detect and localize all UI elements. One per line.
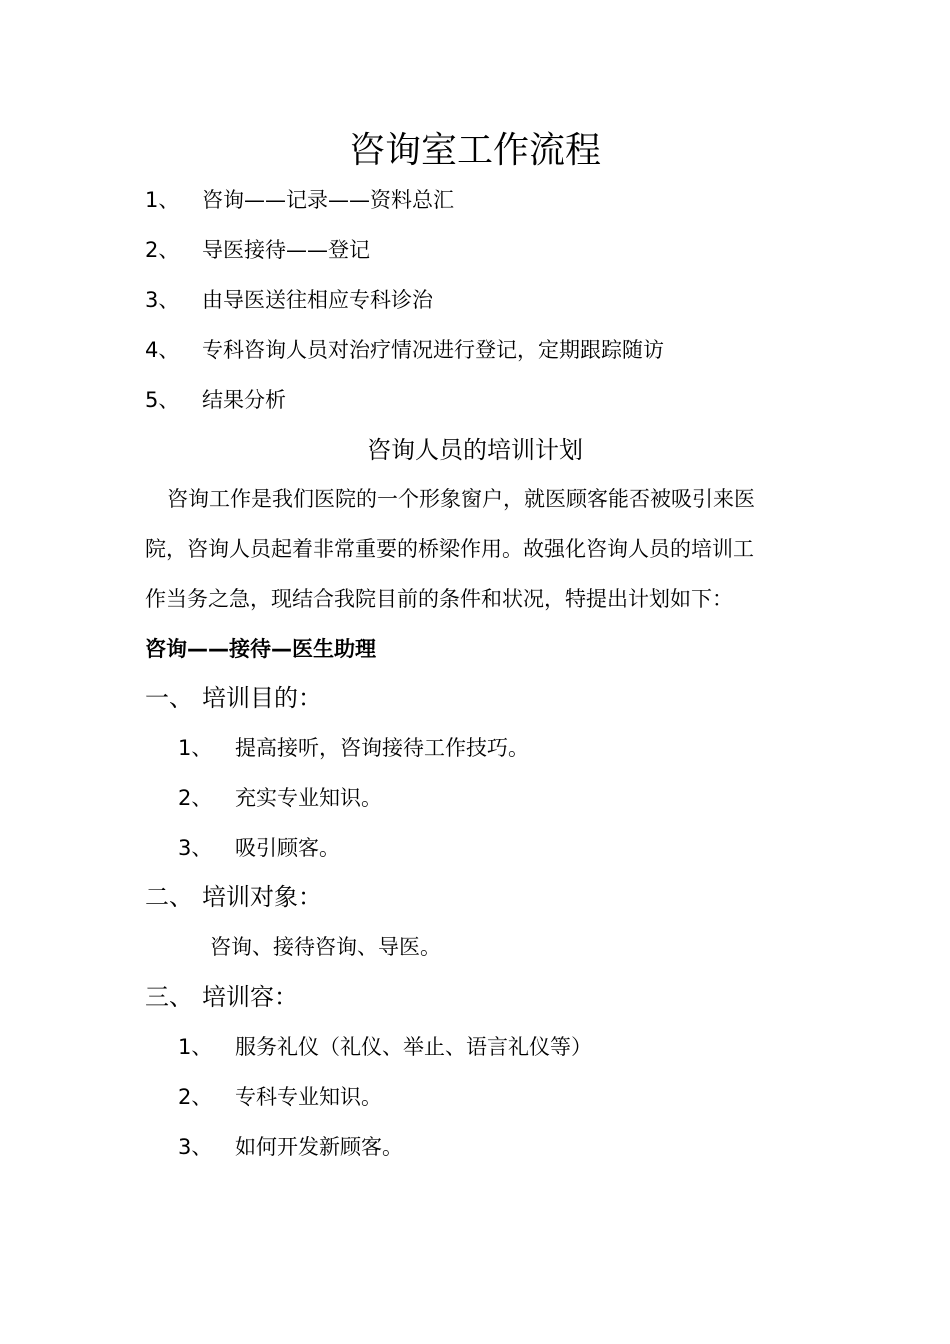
section-heading-goals [145,681,545,715]
page-title: 咨询室工作流程 [348,130,601,171]
flow-item-number: 4、 [145,338,180,362]
content-item-number: 1、 [178,1035,213,1059]
section-number: 一、 [145,684,193,712]
content-item [178,1032,818,1062]
goal-item-number: 1、 [178,736,213,760]
intro-line: 咨询工作是我们医院的一个形象窗户，就医顾客能否被吸引来医 [167,487,755,511]
section-heading-content [145,980,545,1014]
content-item [178,1082,818,1112]
audience-text: 咨询、接待咨询、导医。 [210,935,441,959]
flow-item-text: 由导医送往相应专科诊治 [202,288,433,312]
content-item-number: 3、 [178,1135,213,1159]
content-item [178,1132,818,1162]
content-item-number: 2、 [178,1085,213,1109]
flow-item-text: 导医接待——登记 [202,238,370,262]
flow-item-text: 咨询——记录——资料总汇 [202,188,454,212]
goal-item [178,733,818,763]
section-number: 三、 [145,983,193,1011]
flow-item-number: 5、 [145,388,180,412]
content-item-text: 服务礼仪（礼仪、举止、语言礼仪等） [235,1035,592,1059]
goal-item-number: 3、 [178,836,213,860]
flow-item [145,385,825,415]
content-item-text: 如何开发新顾客。 [235,1135,403,1159]
section-title: 培训对象： [202,883,322,911]
plan-title: 咨询人员的培训计划 [367,436,583,464]
goal-item-text: 提高接听，咨询接待工作技巧。 [235,736,529,760]
section-number: 二、 [145,883,193,911]
goal-item-number: 2、 [178,786,213,810]
flow-item-number: 2、 [145,238,180,262]
content-item-text: 专科专业知识。 [235,1085,382,1109]
flow-item-text: 专科咨询人员对治疗情况进行登记，定期跟踪随访 [202,338,664,362]
flow-item-number: 1、 [145,188,180,212]
intro-line: 作当务之急，现结合我院目前的条件和状况，特提出计划如下： [145,587,733,611]
flow-item [145,285,825,315]
flow-item-number: 3、 [145,288,180,312]
flow-item [145,185,825,215]
goal-item-text: 吸引顾客。 [235,836,340,860]
section-heading-audience [145,880,545,914]
goal-item [178,833,818,863]
intro-line: 院，咨询人员起着非常重要的桥梁作用。故强化咨询人员的培训工 [145,537,754,561]
section-title: 培训目的： [202,684,322,712]
flow-item [145,335,825,365]
bold-heading: 咨询——接待—医生助理 [145,637,376,661]
goal-item-text: 充实专业知识。 [235,786,382,810]
flow-item [145,235,825,265]
flow-item-text: 结果分析 [202,388,286,412]
section-title: 培训容： [202,983,298,1011]
goal-item [178,783,818,813]
